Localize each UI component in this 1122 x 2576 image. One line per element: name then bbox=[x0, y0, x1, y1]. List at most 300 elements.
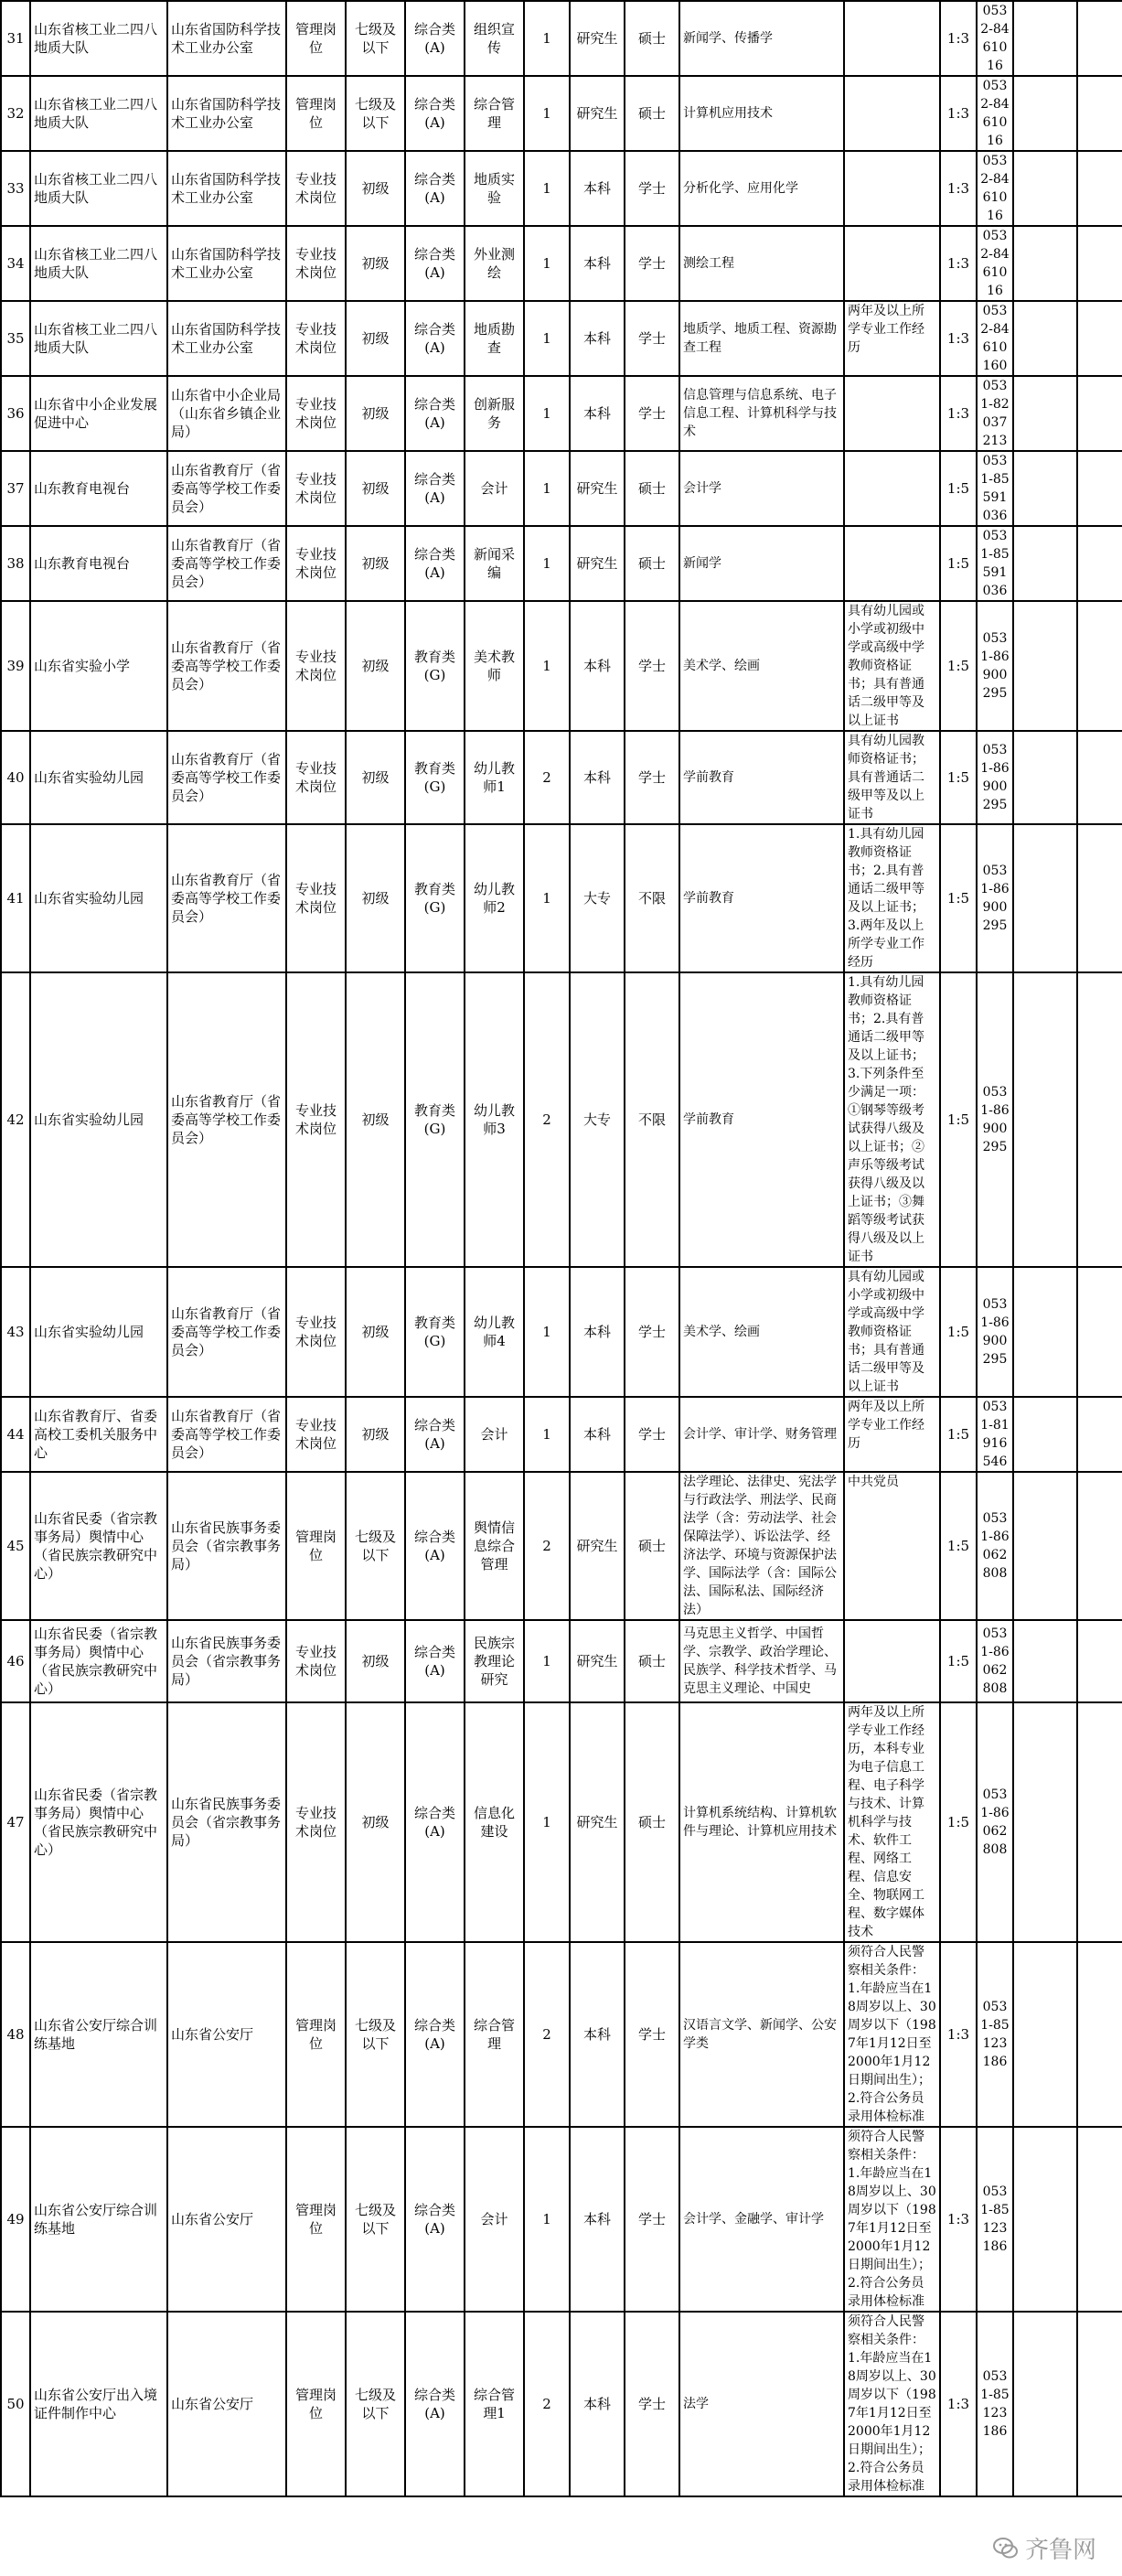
cell-major: 美术学、绘画 bbox=[679, 1267, 844, 1397]
cell-tel: 0532-8461016 bbox=[977, 151, 1013, 226]
cell-no: 38 bbox=[1, 526, 30, 601]
cell-deg: 硕士 bbox=[625, 451, 679, 526]
cell-other bbox=[844, 1620, 940, 1702]
watermark bbox=[987, 2529, 1102, 2567]
cell-deg: 学士 bbox=[625, 376, 679, 451]
cell-deg: 不限 bbox=[625, 972, 679, 1267]
cell-cat: 综合类(A) bbox=[405, 2312, 465, 2496]
cell-level: 初级 bbox=[346, 824, 405, 972]
cell-unit: 山东省民委（省宗教事务局）舆情中心（省民族宗教研究中心） bbox=[30, 1702, 167, 1942]
cell-cat: 综合类(A) bbox=[405, 301, 465, 376]
cell-major: 计算机应用技术 bbox=[679, 76, 844, 151]
cell-num: 2 bbox=[524, 2312, 570, 2496]
cell-ratio: 1:3 bbox=[940, 376, 977, 451]
cell-cat: 教育类(G) bbox=[405, 824, 465, 972]
cell-deg: 硕士 bbox=[625, 1472, 679, 1620]
cell-edu: 大专 bbox=[570, 972, 625, 1267]
cell-pos: 民族宗教理论研究 bbox=[465, 1620, 524, 1702]
cell-unit: 山东省核工业二四八地质大队 bbox=[30, 76, 167, 151]
table-row bbox=[1, 1397, 1122, 1472]
table-row bbox=[1, 226, 1122, 301]
cell-tel: 0532-8461016 bbox=[977, 226, 1013, 301]
cell-ptype: 管理岗位 bbox=[286, 1472, 346, 1620]
cell-dept: 山东省公安厅 bbox=[167, 2127, 286, 2312]
table-row bbox=[1, 1702, 1122, 1942]
cell-pos: 创新服务 bbox=[465, 376, 524, 451]
cell-pos: 幼儿教师2 bbox=[465, 824, 524, 972]
cell-unit: 山东省核工业二四八地质大队 bbox=[30, 1, 167, 76]
cell-cat: 综合类(A) bbox=[405, 1942, 465, 2127]
cell-num: 1 bbox=[524, 1, 570, 76]
cell-dept: 山东省国防科学技术工业办公室 bbox=[167, 1, 286, 76]
cell-ratio: 1:3 bbox=[940, 1, 977, 76]
cell-no: 49 bbox=[1, 2127, 30, 2312]
cell-edu: 大专 bbox=[570, 824, 625, 972]
cell-no: 40 bbox=[1, 731, 30, 824]
cell-ratio: 1:5 bbox=[940, 1267, 977, 1397]
cell-dept: 山东省中小企业局（山东省乡镇企业局） bbox=[167, 376, 286, 451]
cell-ptype: 专业技术岗位 bbox=[286, 1620, 346, 1702]
cell-unit: 山东省实验幼儿园 bbox=[30, 731, 167, 824]
cell-ratio: 1:3 bbox=[940, 151, 977, 226]
cell-num: 1 bbox=[524, 376, 570, 451]
cell-empty bbox=[1077, 1620, 1122, 1702]
cell-major: 法学 bbox=[679, 2312, 844, 2496]
cell-empty bbox=[1013, 824, 1077, 972]
cell-level: 七级及以下 bbox=[346, 1942, 405, 2127]
cell-other: 须符合人民警察相关条件：1.年龄应当在18周岁以上、30周岁以下（1987年1月12日至2000年1月12日期间出生）；2.符合公务员录用体检标准 bbox=[844, 2312, 940, 2496]
cell-empty bbox=[1077, 824, 1122, 972]
cell-empty bbox=[1077, 151, 1122, 226]
cell-dept: 山东省教育厅（省委高等学校工作委员会） bbox=[167, 1267, 286, 1397]
cell-other bbox=[844, 151, 940, 226]
cell-dept: 山东省教育厅（省委高等学校工作委员会） bbox=[167, 451, 286, 526]
cell-empty bbox=[1077, 226, 1122, 301]
table-row bbox=[1, 1267, 1122, 1397]
cell-deg: 学士 bbox=[625, 301, 679, 376]
cell-ratio: 1:5 bbox=[940, 1397, 977, 1472]
cell-empty bbox=[1077, 601, 1122, 731]
cell-dept: 山东省教育厅（省委高等学校工作委员会） bbox=[167, 601, 286, 731]
cell-major: 会计学 bbox=[679, 451, 844, 526]
cell-other bbox=[844, 451, 940, 526]
table-row bbox=[1, 601, 1122, 731]
cell-empty bbox=[1013, 526, 1077, 601]
cell-deg: 不限 bbox=[625, 824, 679, 972]
cell-other: 中共党员 bbox=[844, 1472, 940, 1620]
cell-ptype: 管理岗位 bbox=[286, 2127, 346, 2312]
cell-num: 1 bbox=[524, 226, 570, 301]
cell-no: 32 bbox=[1, 76, 30, 151]
cell-tel: 0531-85591036 bbox=[977, 451, 1013, 526]
cell-other bbox=[844, 76, 940, 151]
cell-deg: 硕士 bbox=[625, 1620, 679, 1702]
cell-ratio: 1:3 bbox=[940, 301, 977, 376]
cell-no: 36 bbox=[1, 376, 30, 451]
cell-major: 美术学、绘画 bbox=[679, 601, 844, 731]
cell-pos: 会计 bbox=[465, 2127, 524, 2312]
cell-dept: 山东省民族事务委员会（省宗教事务局） bbox=[167, 1702, 286, 1942]
cell-deg: 学士 bbox=[625, 1942, 679, 2127]
cell-no: 41 bbox=[1, 824, 30, 972]
cell-tel: 0531-85591036 bbox=[977, 526, 1013, 601]
cell-num: 1 bbox=[524, 526, 570, 601]
cell-num: 1 bbox=[524, 824, 570, 972]
cell-dept: 山东省民族事务委员会（省宗教事务局） bbox=[167, 1472, 286, 1620]
cell-tel: 0532-8461016 bbox=[977, 1, 1013, 76]
cell-no: 42 bbox=[1, 972, 30, 1267]
cell-unit: 山东省民委（省宗教事务局）舆情中心（省民族宗教研究中心） bbox=[30, 1472, 167, 1620]
cell-edu: 本科 bbox=[570, 1267, 625, 1397]
cell-edu: 研究生 bbox=[570, 76, 625, 151]
cell-edu: 研究生 bbox=[570, 526, 625, 601]
cell-deg: 硕士 bbox=[625, 76, 679, 151]
cell-dept: 山东省公安厅 bbox=[167, 1942, 286, 2127]
cell-cat: 教育类(G) bbox=[405, 731, 465, 824]
cell-major: 会计学、审计学、财务管理 bbox=[679, 1397, 844, 1472]
cell-edu: 本科 bbox=[570, 301, 625, 376]
cell-level: 七级及以下 bbox=[346, 2312, 405, 2496]
cell-major: 学前教育 bbox=[679, 972, 844, 1267]
cell-no: 46 bbox=[1, 1620, 30, 1702]
cell-num: 1 bbox=[524, 601, 570, 731]
cell-edu: 本科 bbox=[570, 2127, 625, 2312]
cell-ptype: 专业技术岗位 bbox=[286, 1397, 346, 1472]
cell-tel: 0531-86900295 bbox=[977, 972, 1013, 1267]
cell-empty bbox=[1013, 972, 1077, 1267]
cell-other: 1.具有幼儿园教师资格证书；2.具有普通话二级甲等及以上证书；3.下列条件至少满足一项：①钢琴等级考试获得八级及以上证书；②声乐等级考试获得八级及以上证书；③舞蹈等级考试获得八级及以上证书 bbox=[844, 972, 940, 1267]
cell-empty bbox=[1013, 451, 1077, 526]
cell-level: 初级 bbox=[346, 451, 405, 526]
cell-level: 初级 bbox=[346, 1267, 405, 1397]
cell-ptype: 专业技术岗位 bbox=[286, 972, 346, 1267]
cell-empty bbox=[1077, 1702, 1122, 1942]
cell-level: 初级 bbox=[346, 601, 405, 731]
cell-num: 1 bbox=[524, 301, 570, 376]
cell-unit: 山东教育电视台 bbox=[30, 526, 167, 601]
cell-empty bbox=[1077, 2312, 1122, 2496]
table-row bbox=[1, 301, 1122, 376]
cell-cat: 综合类(A) bbox=[405, 1702, 465, 1942]
cell-ptype: 专业技术岗位 bbox=[286, 451, 346, 526]
cell-num: 2 bbox=[524, 1472, 570, 1620]
table-row bbox=[1, 76, 1122, 151]
cell-ptype: 专业技术岗位 bbox=[286, 601, 346, 731]
cell-empty bbox=[1013, 1267, 1077, 1397]
cell-ratio: 1:5 bbox=[940, 731, 977, 824]
cell-empty bbox=[1013, 1620, 1077, 1702]
cell-other: 1.具有幼儿园教师资格证书；2.具有普通话二级甲等及以上证书；3.两年及以上所学专业工作经历 bbox=[844, 824, 940, 972]
cell-no: 44 bbox=[1, 1397, 30, 1472]
cell-pos: 综合管理1 bbox=[465, 2312, 524, 2496]
cell-unit: 山东省公安厅综合训练基地 bbox=[30, 1942, 167, 2127]
cell-unit: 山东省教育厅、省委高校工委机关服务中心 bbox=[30, 1397, 167, 1472]
cell-dept: 山东省教育厅（省委高等学校工作委员会） bbox=[167, 972, 286, 1267]
cell-tel: 0531-86900295 bbox=[977, 601, 1013, 731]
table-row bbox=[1, 1942, 1122, 2127]
cell-ptype: 专业技术岗位 bbox=[286, 526, 346, 601]
cell-ptype: 管理岗位 bbox=[286, 2312, 346, 2496]
cell-ratio: 1:5 bbox=[940, 1472, 977, 1620]
cell-tel: 0532-8461016 bbox=[977, 76, 1013, 151]
cell-empty bbox=[1013, 1472, 1077, 1620]
cell-num: 1 bbox=[524, 1620, 570, 1702]
cell-dept: 山东省国防科学技术工业办公室 bbox=[167, 226, 286, 301]
cell-tel: 0532-84610160 bbox=[977, 301, 1013, 376]
cell-cat: 综合类(A) bbox=[405, 1397, 465, 1472]
watermark-text: 齐鲁网 bbox=[1024, 2537, 1096, 2564]
cell-edu: 本科 bbox=[570, 376, 625, 451]
cell-deg: 学士 bbox=[625, 1267, 679, 1397]
cell-ptype: 专业技术岗位 bbox=[286, 731, 346, 824]
cell-empty bbox=[1013, 601, 1077, 731]
cell-pos: 幼儿教师4 bbox=[465, 1267, 524, 1397]
cell-empty bbox=[1013, 1942, 1077, 2127]
cell-deg: 硕士 bbox=[625, 1702, 679, 1942]
cell-ptype: 专业技术岗位 bbox=[286, 226, 346, 301]
cell-ratio: 1:5 bbox=[940, 972, 977, 1267]
cell-unit: 山东省实验小学 bbox=[30, 601, 167, 731]
cell-no: 43 bbox=[1, 1267, 30, 1397]
table-row bbox=[1, 1620, 1122, 1702]
cell-other: 具有幼儿园或小学或初级中学或高级中学教师资格证书；具有普通话二级甲等及以上证书 bbox=[844, 1267, 940, 1397]
cell-ratio: 1:3 bbox=[940, 2127, 977, 2312]
cell-cat: 综合类(A) bbox=[405, 76, 465, 151]
cell-major: 学前教育 bbox=[679, 824, 844, 972]
cell-pos: 地质实验 bbox=[465, 151, 524, 226]
cell-no: 34 bbox=[1, 226, 30, 301]
cell-no: 47 bbox=[1, 1702, 30, 1942]
cell-no: 45 bbox=[1, 1472, 30, 1620]
cell-pos: 综合管理 bbox=[465, 1942, 524, 2127]
cell-no: 39 bbox=[1, 601, 30, 731]
cell-no: 48 bbox=[1, 1942, 30, 2127]
cell-no: 35 bbox=[1, 301, 30, 376]
cell-edu: 本科 bbox=[570, 1397, 625, 1472]
cell-level: 初级 bbox=[346, 972, 405, 1267]
cell-ratio: 1:3 bbox=[940, 76, 977, 151]
cell-level: 初级 bbox=[346, 301, 405, 376]
cell-other: 两年及以上所学专业工作经历 bbox=[844, 1397, 940, 1472]
cell-dept: 山东省教育厅（省委高等学校工作委员会） bbox=[167, 824, 286, 972]
cell-empty bbox=[1013, 76, 1077, 151]
cell-empty bbox=[1077, 76, 1122, 151]
cell-major: 地质学、地质工程、资源勘查工程 bbox=[679, 301, 844, 376]
cell-major: 新闻学、传播学 bbox=[679, 1, 844, 76]
cell-pos: 新闻采编 bbox=[465, 526, 524, 601]
cell-empty bbox=[1077, 1267, 1122, 1397]
cell-num: 2 bbox=[524, 1942, 570, 2127]
cell-ratio: 1:5 bbox=[940, 526, 977, 601]
cell-other: 两年及以上所学专业工作经历 bbox=[844, 301, 940, 376]
cell-edu: 研究生 bbox=[570, 1, 625, 76]
cell-unit: 山东省实验幼儿园 bbox=[30, 824, 167, 972]
cell-cat: 教育类(G) bbox=[405, 1267, 465, 1397]
cell-ratio: 1:3 bbox=[940, 226, 977, 301]
cell-other: 具有幼儿园或小学或初级中学或高级中学教师资格证书；具有普通话二级甲等及以上证书 bbox=[844, 601, 940, 731]
cell-other: 两年及以上所学专业工作经历，本科专业为电子信息工程、电子科学与技术、计算机科学与技术、软件工程、网络工程、信息安全、物联网工程、数字媒体技术 bbox=[844, 1702, 940, 1942]
cell-level: 初级 bbox=[346, 151, 405, 226]
cell-cat: 综合类(A) bbox=[405, 376, 465, 451]
cell-empty bbox=[1013, 1702, 1077, 1942]
cell-empty bbox=[1013, 731, 1077, 824]
cell-empty bbox=[1077, 301, 1122, 376]
cell-pos: 综合管理 bbox=[465, 76, 524, 151]
table-row bbox=[1, 376, 1122, 451]
cell-ratio: 1:5 bbox=[940, 824, 977, 972]
cell-other: 具有幼儿园教师资格证书；具有普通话二级甲等及以上证书 bbox=[844, 731, 940, 824]
cell-other bbox=[844, 226, 940, 301]
cell-ptype: 管理岗位 bbox=[286, 1, 346, 76]
cell-major: 汉语言文学、新闻学、公安学类 bbox=[679, 1942, 844, 2127]
cell-tel: 0531-86900295 bbox=[977, 824, 1013, 972]
cell-pos: 舆情信息综合管理 bbox=[465, 1472, 524, 1620]
cell-ptype: 专业技术岗位 bbox=[286, 376, 346, 451]
cell-empty bbox=[1013, 301, 1077, 376]
cell-pos: 外业测绘 bbox=[465, 226, 524, 301]
cell-ratio: 1:3 bbox=[940, 1942, 977, 2127]
cell-unit: 山东省实验幼儿园 bbox=[30, 1267, 167, 1397]
cell-deg: 学士 bbox=[625, 601, 679, 731]
cell-dept: 山东省国防科学技术工业办公室 bbox=[167, 151, 286, 226]
cell-ptype: 管理岗位 bbox=[286, 1942, 346, 2127]
table-row bbox=[1, 824, 1122, 972]
cell-pos: 美术教师 bbox=[465, 601, 524, 731]
cell-ratio: 1:5 bbox=[940, 601, 977, 731]
cell-empty bbox=[1077, 376, 1122, 451]
cell-ptype: 专业技术岗位 bbox=[286, 824, 346, 972]
cell-ptype: 专业技术岗位 bbox=[286, 1267, 346, 1397]
cell-edu: 本科 bbox=[570, 731, 625, 824]
cell-no: 31 bbox=[1, 1, 30, 76]
cell-dept: 山东省公安厅 bbox=[167, 2312, 286, 2496]
cell-level: 初级 bbox=[346, 1702, 405, 1942]
table-row bbox=[1, 2312, 1122, 2496]
cell-empty bbox=[1013, 151, 1077, 226]
cell-unit: 山东省实验幼儿园 bbox=[30, 972, 167, 1267]
cell-empty bbox=[1077, 1942, 1122, 2127]
cell-ratio: 1:5 bbox=[940, 1702, 977, 1942]
cell-no: 33 bbox=[1, 151, 30, 226]
cell-level: 初级 bbox=[346, 526, 405, 601]
cell-cat: 综合类(A) bbox=[405, 451, 465, 526]
cell-no: 50 bbox=[1, 2312, 30, 2496]
cell-unit: 山东教育电视台 bbox=[30, 451, 167, 526]
table-row bbox=[1, 1472, 1122, 1620]
cell-deg: 学士 bbox=[625, 2127, 679, 2312]
cell-cat: 教育类(G) bbox=[405, 972, 465, 1267]
cell-num: 1 bbox=[524, 1397, 570, 1472]
cell-cat: 综合类(A) bbox=[405, 1, 465, 76]
cell-edu: 研究生 bbox=[570, 1620, 625, 1702]
cell-edu: 本科 bbox=[570, 1942, 625, 2127]
cell-num: 1 bbox=[524, 1267, 570, 1397]
cell-pos: 幼儿教师3 bbox=[465, 972, 524, 1267]
table-row bbox=[1, 526, 1122, 601]
cell-unit: 山东省公安厅出入境证件制作中心 bbox=[30, 2312, 167, 2496]
cell-unit: 山东省核工业二四八地质大队 bbox=[30, 301, 167, 376]
cell-level: 初级 bbox=[346, 226, 405, 301]
cell-empty bbox=[1077, 2127, 1122, 2312]
cell-deg: 硕士 bbox=[625, 1, 679, 76]
cell-edu: 本科 bbox=[570, 151, 625, 226]
cell-num: 1 bbox=[524, 2127, 570, 2312]
cell-num: 2 bbox=[524, 731, 570, 824]
cell-major: 分析化学、应用化学 bbox=[679, 151, 844, 226]
cell-cat: 综合类(A) bbox=[405, 151, 465, 226]
cell-cat: 综合类(A) bbox=[405, 2127, 465, 2312]
cell-other: 须符合人民警察相关条件：1.年龄应当在18周岁以上、30周岁以下（1987年1月12日至2000年1月12日期间出生）；2.符合公务员录用体检标准 bbox=[844, 2127, 940, 2312]
cell-tel: 0531-86900295 bbox=[977, 1267, 1013, 1397]
cell-empty bbox=[1013, 2312, 1077, 2496]
table-row bbox=[1, 1, 1122, 76]
cell-ptype: 管理岗位 bbox=[286, 76, 346, 151]
cell-level: 初级 bbox=[346, 1620, 405, 1702]
cell-major: 学前教育 bbox=[679, 731, 844, 824]
cell-edu: 本科 bbox=[570, 2312, 625, 2496]
cell-dept: 山东省教育厅（省委高等学校工作委员会） bbox=[167, 1397, 286, 1472]
cell-major: 法学理论、法律史、宪法学与行政法学、刑法学、民商法学（含：劳动法学、社会保障法学）、诉讼法学、经济法学、环境与资源保护法学、国际法学（含：国际公法、国际私法、国际经济法） bbox=[679, 1472, 844, 1620]
cell-num: 1 bbox=[524, 451, 570, 526]
cell-other: 须符合人民警察相关条件：1.年龄应当在18周岁以上、30周岁以下（1987年1月12日至2000年1月12日期间出生）；2.符合公务员录用体检标准 bbox=[844, 1942, 940, 2127]
cell-level: 初级 bbox=[346, 376, 405, 451]
cell-cat: 教育类(G) bbox=[405, 601, 465, 731]
cell-edu: 研究生 bbox=[570, 451, 625, 526]
cell-empty bbox=[1013, 376, 1077, 451]
cell-num: 1 bbox=[524, 1702, 570, 1942]
cell-major: 会计学、金融学、审计学 bbox=[679, 2127, 844, 2312]
cell-major: 马克思主义哲学、中国哲学、宗教学、政治学理论、民族学、科学技术哲学、马克思主义理论、中国史 bbox=[679, 1620, 844, 1702]
cell-empty bbox=[1077, 451, 1122, 526]
cell-level: 初级 bbox=[346, 1397, 405, 1472]
cell-tel: 0531-85123186 bbox=[977, 1942, 1013, 2127]
cell-cat: 综合类(A) bbox=[405, 1620, 465, 1702]
cell-other bbox=[844, 526, 940, 601]
cell-unit: 山东省中小企业发展促进中心 bbox=[30, 376, 167, 451]
cell-empty bbox=[1013, 1397, 1077, 1472]
cell-deg: 硕士 bbox=[625, 526, 679, 601]
cell-tel: 0531-86900295 bbox=[977, 731, 1013, 824]
cell-dept: 山东省国防科学技术工业办公室 bbox=[167, 301, 286, 376]
cell-empty bbox=[1013, 1, 1077, 76]
cell-level: 七级及以下 bbox=[346, 1472, 405, 1620]
cell-ratio: 1:5 bbox=[940, 1620, 977, 1702]
cell-tel: 0531-85123186 bbox=[977, 2312, 1013, 2496]
table-row bbox=[1, 731, 1122, 824]
cell-level: 七级及以下 bbox=[346, 1, 405, 76]
cell-dept: 山东省教育厅（省委高等学校工作委员会） bbox=[167, 731, 286, 824]
cell-dept: 山东省教育厅（省委高等学校工作委员会） bbox=[167, 526, 286, 601]
cell-pos: 地质勘查 bbox=[465, 301, 524, 376]
cell-major: 测绘工程 bbox=[679, 226, 844, 301]
cell-ratio: 1:5 bbox=[940, 451, 977, 526]
cell-cat: 综合类(A) bbox=[405, 1472, 465, 1620]
table-row bbox=[1, 151, 1122, 226]
cell-no: 37 bbox=[1, 451, 30, 526]
cell-empty bbox=[1077, 1, 1122, 76]
cell-edu: 本科 bbox=[570, 601, 625, 731]
cell-unit: 山东省民委（省宗教事务局）舆情中心（省民族宗教研究中心） bbox=[30, 1620, 167, 1702]
cell-pos: 会计 bbox=[465, 451, 524, 526]
cell-level: 初级 bbox=[346, 731, 405, 824]
cell-unit: 山东省公安厅综合训练基地 bbox=[30, 2127, 167, 2312]
table-row bbox=[1, 2127, 1122, 2312]
cell-pos: 组织宣传 bbox=[465, 1, 524, 76]
table-row bbox=[1, 972, 1122, 1267]
cell-tel: 0531-85123186 bbox=[977, 2127, 1013, 2312]
cell-empty bbox=[1077, 1472, 1122, 1620]
cell-major: 信息管理与信息系统、电子信息工程、计算机科学与技术 bbox=[679, 376, 844, 451]
